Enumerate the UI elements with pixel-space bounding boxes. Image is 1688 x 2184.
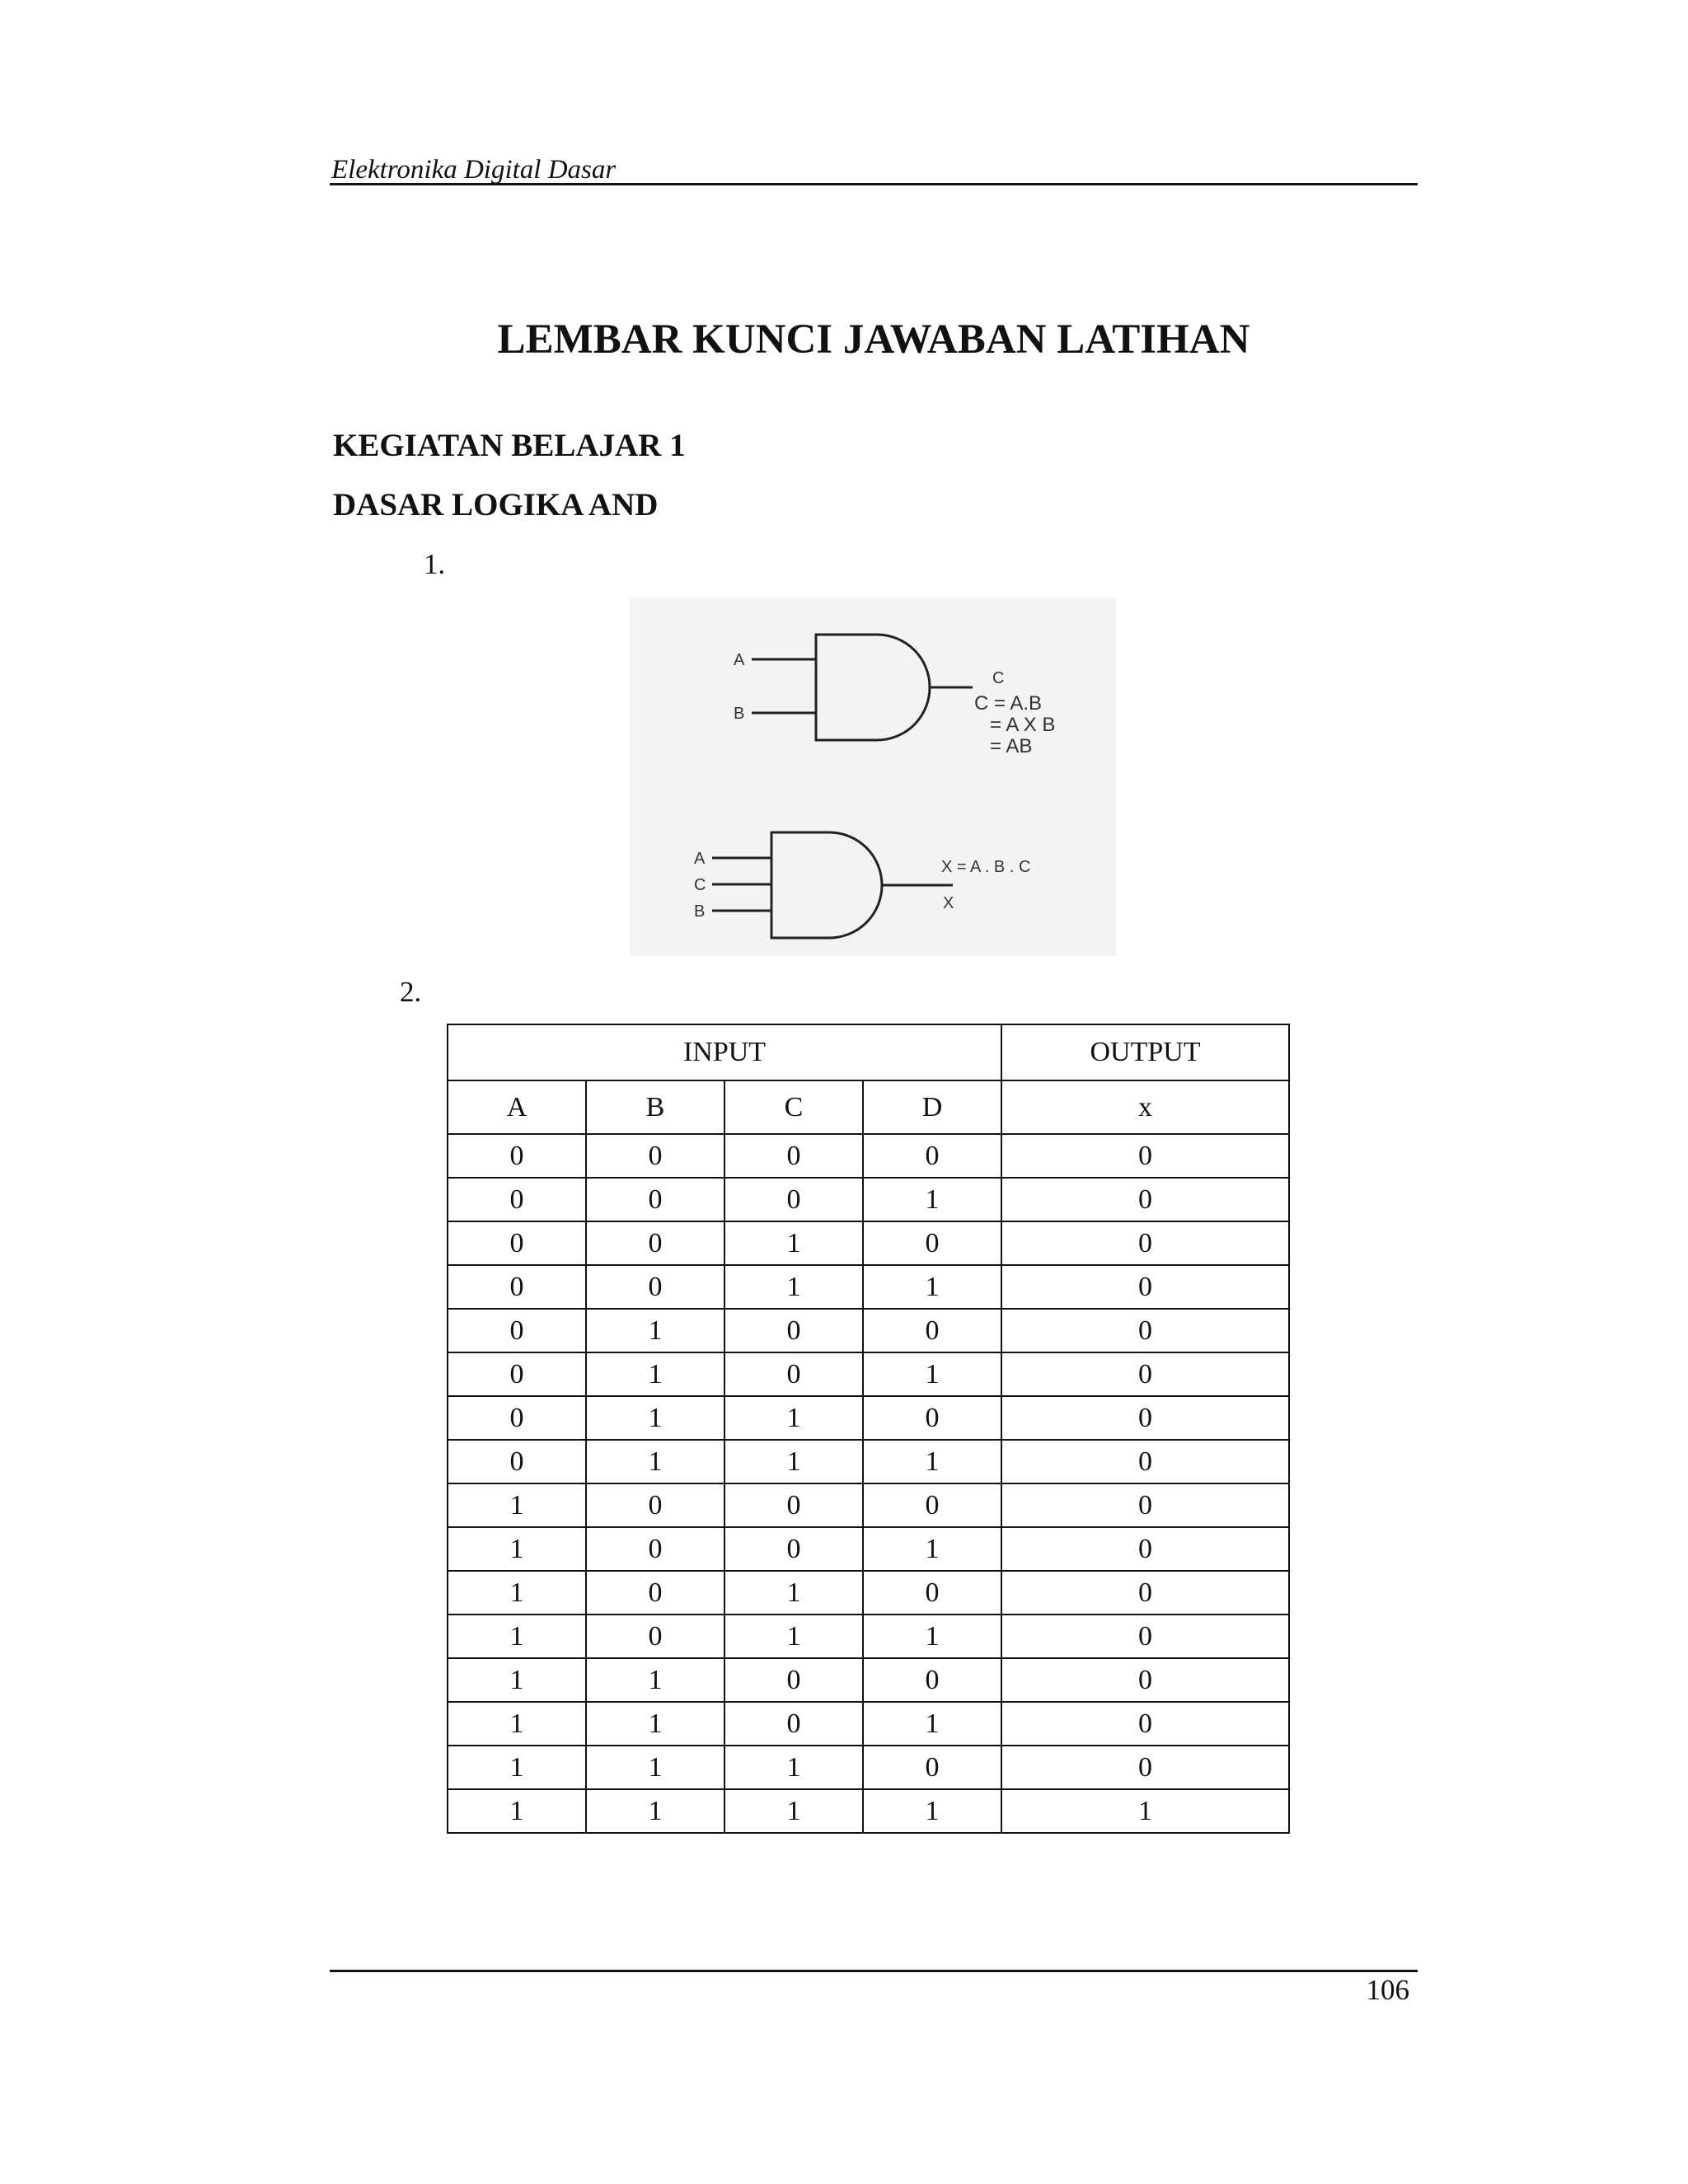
table-cell: 0 <box>724 1702 863 1746</box>
and-gate-diagram <box>630 598 1116 956</box>
gate1-label-b: B <box>734 705 745 723</box>
and-gate-figure <box>630 598 1116 956</box>
table-cell: 0 <box>586 1615 724 1658</box>
table-row <box>448 1396 1289 1440</box>
gate2-label-b: B <box>694 902 706 921</box>
header-rule <box>330 183 1418 185</box>
table-cell: 1 <box>863 1789 1001 1833</box>
table-cell: 0 <box>586 1483 724 1527</box>
table-cell: 1 <box>724 1396 863 1440</box>
table-cell: 0 <box>863 1134 1001 1178</box>
gate1-body <box>816 635 930 740</box>
table-row <box>448 1440 1289 1483</box>
table-row <box>448 1571 1289 1615</box>
table-cell: 0 <box>448 1221 586 1265</box>
table-cell: 0 <box>1001 1702 1289 1746</box>
item-1-number: 1. <box>424 548 446 580</box>
gate2-label-a: A <box>694 850 706 868</box>
column-header-b: B <box>586 1080 724 1134</box>
table-cell: 1 <box>724 1746 863 1789</box>
gate1-label-out: C <box>992 669 1005 687</box>
table-cell: 0 <box>586 1178 724 1221</box>
table-cell: 1 <box>863 1178 1001 1221</box>
table-cell: 0 <box>1001 1527 1289 1571</box>
column-header-x: x <box>1001 1080 1289 1134</box>
table-cell: 1 <box>724 1221 863 1265</box>
table-cell: 0 <box>586 1265 724 1309</box>
table-row <box>448 1483 1289 1527</box>
table-cell: 1 <box>724 1440 863 1483</box>
table-cell: 0 <box>724 1134 863 1178</box>
table-cell: 1 <box>586 1789 724 1833</box>
table-cell: 0 <box>1001 1483 1289 1527</box>
column-header-d: D <box>863 1080 1001 1134</box>
table-cell: 0 <box>1001 1746 1289 1789</box>
table-cell: 0 <box>1001 1440 1289 1483</box>
table-cell: 1 <box>863 1527 1001 1571</box>
table-cell: 1 <box>586 1352 724 1396</box>
table-cell: 1 <box>448 1702 586 1746</box>
table-cell: 0 <box>586 1134 724 1178</box>
gate1-label-a: A <box>734 651 745 669</box>
table-cell: 0 <box>863 1483 1001 1527</box>
table-cell: 1 <box>586 1658 724 1702</box>
topic-heading: DASAR LOGIKA AND <box>333 487 659 523</box>
table-cell: 0 <box>863 1309 1001 1352</box>
table-cell: 1 <box>448 1615 586 1658</box>
table-cell: 1 <box>586 1396 724 1440</box>
table-row <box>448 1658 1289 1702</box>
table-cell: 0 <box>448 1440 586 1483</box>
table-cell: 1 <box>724 1615 863 1658</box>
table-cell: 0 <box>1001 1352 1289 1396</box>
gate2-body <box>771 832 882 938</box>
table-cell: 1 <box>586 1440 724 1483</box>
table-cell: 1 <box>863 1702 1001 1746</box>
table-cell: 0 <box>724 1658 863 1702</box>
table-group-header-row <box>448 1024 1289 1080</box>
table-row <box>448 1309 1289 1352</box>
table-cell: 1 <box>448 1658 586 1702</box>
page-title: LEMBAR KUNCI JAWABAN LATIHAN <box>497 316 1250 363</box>
table-cell: 0 <box>724 1352 863 1396</box>
table-cell: 0 <box>448 1309 586 1352</box>
table-row <box>448 1746 1289 1789</box>
table-cell: 0 <box>1001 1571 1289 1615</box>
column-header-a: A <box>448 1080 586 1134</box>
table-row <box>448 1178 1289 1221</box>
table-cell: 0 <box>724 1483 863 1527</box>
gate1-equation-2: = A X B <box>990 714 1056 736</box>
table-cell: 0 <box>586 1571 724 1615</box>
table-cell: 1 <box>863 1352 1001 1396</box>
table-cell: 1 <box>448 1789 586 1833</box>
table-row <box>448 1221 1289 1265</box>
table-cell: 0 <box>724 1527 863 1571</box>
table-cell: 0 <box>724 1309 863 1352</box>
table-cell: 1 <box>448 1483 586 1527</box>
output-group-header: OUTPUT <box>1001 1024 1289 1080</box>
gate1-equation-3: = AB <box>990 735 1033 757</box>
table-row <box>448 1265 1289 1309</box>
table-cell: 1 <box>448 1746 586 1789</box>
table-cell: 0 <box>586 1221 724 1265</box>
truth-table <box>447 1024 1290 1834</box>
table-cell: 0 <box>724 1178 863 1221</box>
table-row <box>448 1702 1289 1746</box>
item-2-number: 2. <box>400 976 422 1008</box>
table-cell: 1 <box>863 1265 1001 1309</box>
page-number: 106 <box>1366 1974 1409 2006</box>
column-header-c: C <box>724 1080 863 1134</box>
table-cell: 0 <box>448 1134 586 1178</box>
input-group-header: INPUT <box>448 1024 1001 1080</box>
gate2-label-c: C <box>694 876 706 894</box>
table-row <box>448 1527 1289 1571</box>
table-cell: 0 <box>1001 1178 1289 1221</box>
footer-rule <box>330 1970 1418 1972</box>
table-cell: 0 <box>1001 1658 1289 1702</box>
table-cell: 1 <box>586 1746 724 1789</box>
table-row <box>448 1615 1289 1658</box>
table-cell: 0 <box>448 1352 586 1396</box>
table-cell: 1 <box>448 1527 586 1571</box>
table-cell: 0 <box>448 1178 586 1221</box>
table-cell: 0 <box>1001 1134 1289 1178</box>
table-cell: 1 <box>1001 1789 1289 1833</box>
table-cell: 1 <box>586 1702 724 1746</box>
table-cell: 0 <box>1001 1265 1289 1309</box>
table-cell: 0 <box>863 1396 1001 1440</box>
table-cell: 1 <box>448 1571 586 1615</box>
table-cell: 0 <box>1001 1309 1289 1352</box>
table-cell: 1 <box>586 1309 724 1352</box>
table-cell: 0 <box>448 1396 586 1440</box>
table-cell: 0 <box>863 1746 1001 1789</box>
table-cell: 0 <box>448 1265 586 1309</box>
table-cell: 0 <box>586 1527 724 1571</box>
table-cell: 0 <box>863 1571 1001 1615</box>
gate2-label-out: X <box>943 894 954 912</box>
table-cell: 1 <box>724 1571 863 1615</box>
gate2-equation: X = A . B . C <box>941 858 1031 876</box>
table-cell: 1 <box>863 1440 1001 1483</box>
table-cell: 0 <box>1001 1615 1289 1658</box>
running-header: Elektronika Digital Dasar <box>331 155 617 185</box>
table-row <box>448 1134 1289 1178</box>
table-row <box>448 1789 1289 1833</box>
table-cell: 1 <box>863 1615 1001 1658</box>
table-cell: 0 <box>863 1221 1001 1265</box>
table-cell: 0 <box>863 1658 1001 1702</box>
table-row <box>448 1352 1289 1396</box>
table-cell: 1 <box>724 1789 863 1833</box>
gate1-equation-1: C = A.B <box>974 692 1043 715</box>
table-column-header-row <box>448 1080 1289 1134</box>
table-cell: 0 <box>1001 1221 1289 1265</box>
table-cell: 0 <box>1001 1396 1289 1440</box>
table-cell: 1 <box>724 1265 863 1309</box>
activity-heading: KEGIATAN BELAJAR 1 <box>333 428 686 463</box>
